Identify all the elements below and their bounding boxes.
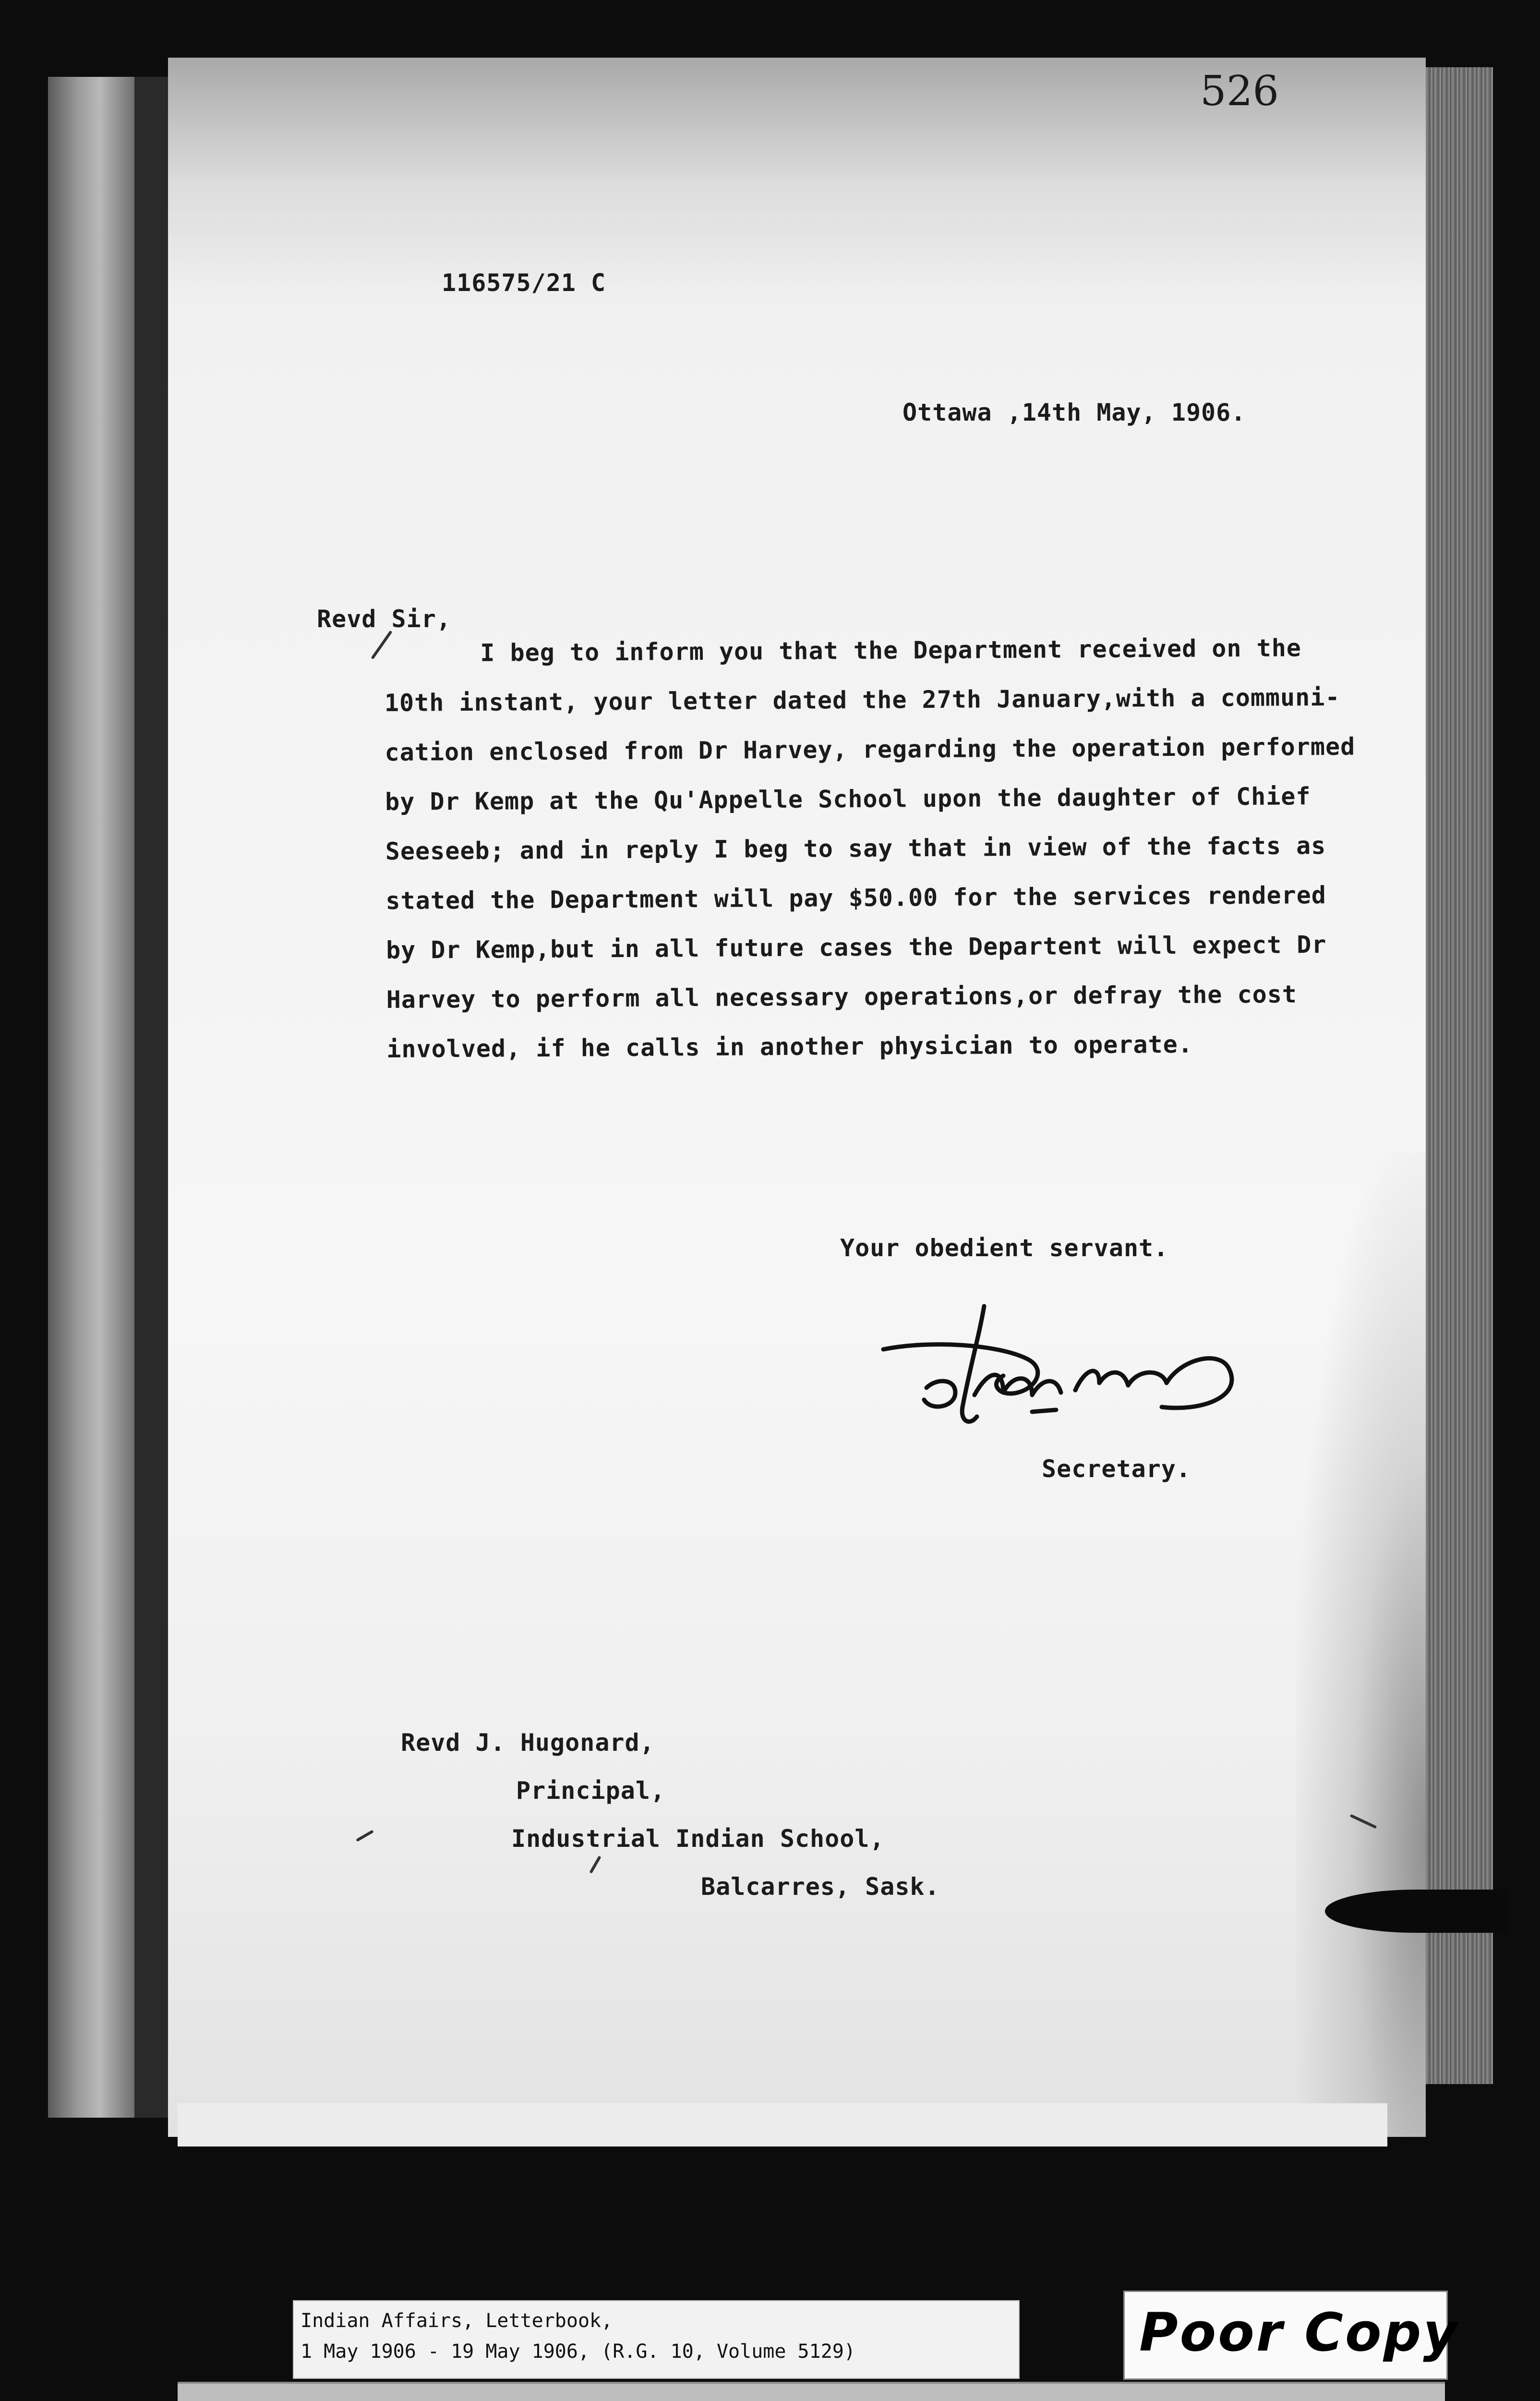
book-gutter xyxy=(134,77,168,2118)
file-reference: 116575/21 C xyxy=(442,269,606,297)
recipient-institution: Industrial Indian School, xyxy=(511,1825,885,1853)
thumb-shadow xyxy=(1325,1890,1507,1933)
page-shadow xyxy=(1296,1152,1426,2137)
body-line: Harvey to perform all necessary operations,or defray the cost xyxy=(386,980,1298,1014)
body-line: 10th instant, your letter dated the 27th January,with a communi- xyxy=(384,683,1340,717)
quality-label xyxy=(1123,2291,1460,2380)
body-line: by Dr Kemp at the Qu'Appelle School upon the daughter of Chief xyxy=(385,782,1311,816)
closing: Your obedient servant. xyxy=(840,1234,1169,1262)
body-line: Seeseeb; and in reply I beg to say that in view of the facts as xyxy=(385,832,1326,865)
body-line: involved, if he calls in another physician to operate. xyxy=(386,1030,1193,1063)
source-label-line: Indian Affairs, Letterbook, xyxy=(301,2310,613,2332)
page-number: 526 xyxy=(1200,67,1279,115)
body-line: stated the Department will pay $50.00 for the services rendered xyxy=(385,881,1327,915)
dateline: Ottawa ,14th May, 1906. xyxy=(902,399,1246,426)
book-left-edge xyxy=(48,77,134,2118)
quality-label-text: Poor Copy xyxy=(1139,2302,1460,2363)
recipient-title: Principal, xyxy=(516,1777,666,1805)
handwritten-signature xyxy=(874,1297,1267,1450)
recipient-place: Balcarres, Sask. xyxy=(701,1873,940,1901)
signatory-title: Secretary. xyxy=(1042,1455,1191,1483)
source-label xyxy=(293,2300,1020,2379)
recipient-name: Revd J. Hugonard, xyxy=(401,1729,655,1757)
page-bottom-edge xyxy=(178,2103,1387,2146)
body-line: I beg to inform you that the Department received on the xyxy=(480,634,1302,667)
letter-body xyxy=(384,623,1376,1074)
source-label-line: 1 May 1906 - 19 May 1906, (R.G. 10, Volume 5129) xyxy=(301,2340,855,2363)
archives-stamp xyxy=(178,2382,1445,2401)
body-line: cation enclosed from Dr Harvey, regarding the operation performed xyxy=(385,732,1356,766)
body-line: by Dr Kemp,but in all future cases the Departent will expect Dr xyxy=(385,931,1327,964)
salutation: Revd Sir, xyxy=(317,605,451,633)
